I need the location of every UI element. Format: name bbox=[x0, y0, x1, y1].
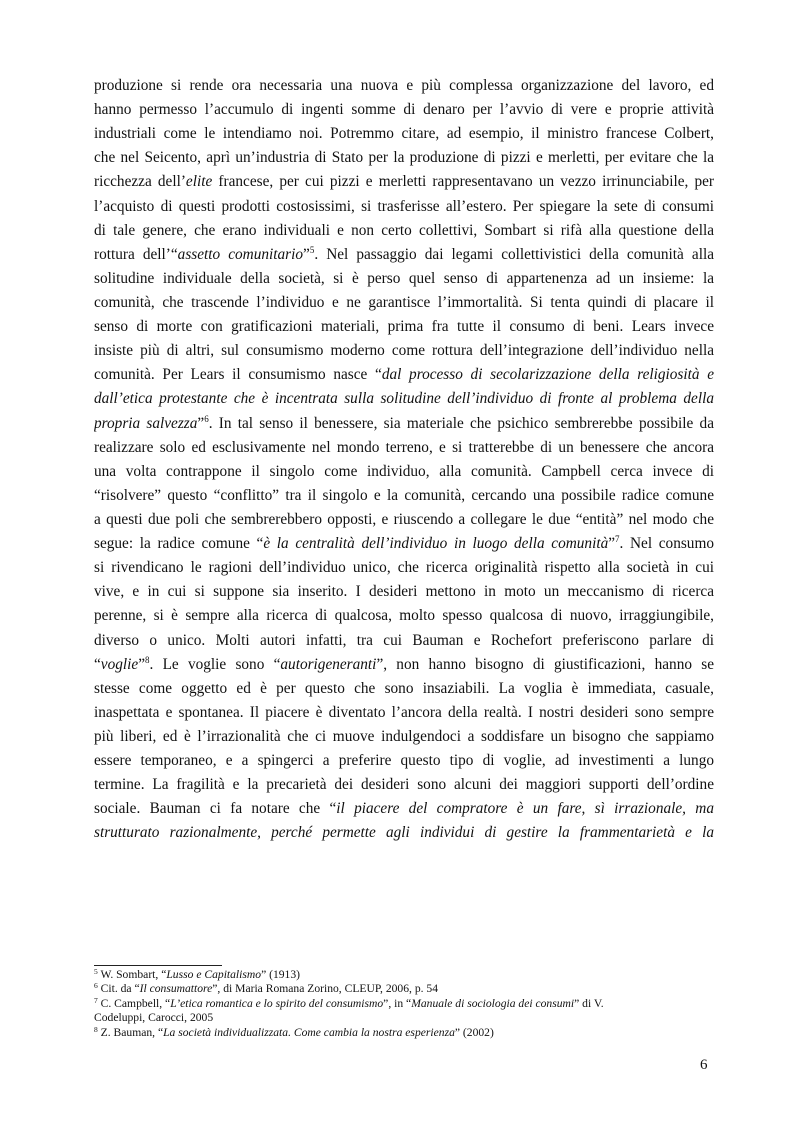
text-run: ” bbox=[138, 655, 145, 673]
footnotes bbox=[94, 968, 714, 1040]
footnote-line bbox=[94, 1026, 714, 1040]
text-run: produzione si rende ora necessaria una nuova e più complessa organizzazione del lavoro, ed bbox=[94, 77, 714, 94]
text-line bbox=[94, 532, 714, 556]
footnote-line bbox=[94, 1011, 714, 1025]
italic-run: Lusso e Capitalismo bbox=[166, 968, 262, 981]
text-line bbox=[94, 604, 714, 628]
italic-run: propria salvezza bbox=[94, 414, 198, 432]
italic-run: La società individualizzata. Come cambia la nostra esperienza bbox=[163, 1025, 455, 1039]
text-line bbox=[94, 460, 714, 484]
italic-run: autorigeneranti bbox=[280, 655, 377, 673]
text-run: sociale. Bauman ci fa notare che “ bbox=[94, 800, 337, 818]
text-run: . In tal senso il benessere, sia materiale che psichico sembrerebbe possibile da bbox=[208, 414, 714, 432]
footnote-marker: 7 bbox=[615, 534, 620, 545]
text-run: ricchezza dell’ bbox=[94, 173, 186, 191]
text-run: ” bbox=[303, 245, 310, 263]
text-run: ” bbox=[608, 535, 616, 553]
text-line bbox=[94, 267, 714, 291]
footnote-marker: 5 bbox=[309, 244, 315, 255]
text-line bbox=[94, 219, 714, 243]
text-line bbox=[94, 146, 714, 170]
italic-run: è la centralità dell’individuo in luogo della comunità bbox=[263, 535, 609, 553]
text-run: stesse come oggetto ed è per questo che sono insaziabili. La voglia è immediata, casuale, bbox=[94, 679, 714, 697]
text-run: segue: la radice comune “ bbox=[94, 535, 264, 553]
text-run: “risolvere” questo “conflitto” tra il singolo e la comunità, cercando una possibile radice comune bbox=[94, 486, 714, 504]
footnote-line bbox=[94, 997, 714, 1011]
footnote-marker: 6 bbox=[204, 413, 209, 424]
text-run: realizzare solo ed esclusivamente nel mondo terreno, e si tratterebbe di un benessere che ancora bbox=[94, 438, 714, 456]
text-run: “ bbox=[94, 655, 101, 673]
text-line bbox=[94, 98, 714, 122]
text-line bbox=[94, 773, 714, 797]
footnote-marker: 8 bbox=[94, 1024, 98, 1034]
text-run: di tale genere, che erano individuali e non certo collettivi, Sombart si rifà alla questione della bbox=[94, 221, 714, 239]
text-run: termine. La fragilità e la precarietà dei desideri sono alcuni dei maggiori supporti dell’ordine bbox=[94, 776, 714, 794]
text-line bbox=[94, 677, 714, 701]
text-line bbox=[94, 797, 714, 821]
text-run: C. Campbell, “ bbox=[97, 996, 171, 1010]
text-run: . Nel passaggio dai legami collettivistici della comunità alla bbox=[314, 245, 714, 263]
italic-run: voglie bbox=[100, 655, 139, 673]
footnote-separator bbox=[94, 965, 222, 966]
text-run: una volta contrappone il singolo come individuo, alla comunità. Campbell cerca invece di bbox=[94, 462, 714, 480]
text-line bbox=[94, 484, 714, 508]
text-line bbox=[94, 821, 714, 845]
text-line bbox=[94, 653, 714, 677]
text-line bbox=[94, 725, 714, 749]
text-line bbox=[94, 170, 714, 194]
italic-run: dall’etica protestante che è incentrata sulla solitudine dell’individuo di fronte al problema della bbox=[94, 390, 714, 408]
text-line bbox=[94, 74, 714, 98]
footnote-marker: 7 bbox=[94, 995, 98, 1005]
text-line bbox=[94, 315, 714, 339]
text-line bbox=[94, 412, 714, 436]
text-run: W. Sombart, “ bbox=[97, 968, 167, 981]
text-run: si rivendicano le ragioni dell’individuo unico, che ricerca originalità rispetto alla società in cui bbox=[94, 559, 714, 577]
text-run: ” (2002) bbox=[454, 1025, 494, 1039]
italic-run: Manuale di sociologia dei consumi bbox=[411, 996, 575, 1010]
text-run: ”, non hanno bisogno di giustificazioni, hanno se bbox=[376, 655, 714, 673]
text-run: a questi due poli che sembrerebbero opposti, e riuscendo a collegare le due “entità” nel modo che bbox=[94, 510, 714, 528]
text-line bbox=[94, 556, 714, 580]
footnote-line bbox=[94, 982, 714, 996]
page-number: 6 bbox=[700, 1057, 708, 1073]
italic-run: elite bbox=[185, 173, 213, 191]
text-run: rottura dell’“ bbox=[94, 245, 178, 263]
footnote-line bbox=[94, 968, 714, 982]
footnote-marker: 8 bbox=[144, 654, 150, 665]
text-line bbox=[94, 749, 714, 773]
italic-run: Il consumattore bbox=[139, 982, 213, 996]
text-run: ” di V. bbox=[574, 996, 604, 1010]
text-run: industriali come le intendiamo noi. Potremmo citare, ad esempio, il ministro francese Colbert, bbox=[94, 125, 714, 143]
italic-run: assetto comunitario bbox=[177, 245, 304, 263]
text-run: insiste più di altri, sul consumismo moderno come rottura dell’integrazione dell’individuo nella bbox=[94, 342, 714, 360]
text-run: vive, e in cui si suppone sia inserito. I desideri mettono in moto un meccanismo di ricerca bbox=[94, 583, 714, 601]
italic-run: il piacere del compratore è un fare, sì irrazionale, ma bbox=[336, 800, 714, 818]
text-run: essere temporaneo, e a spingerci a preferire questo tipo di voglie, ad investimenti a lungo bbox=[94, 752, 714, 770]
text-line bbox=[94, 629, 714, 653]
text-line bbox=[94, 339, 714, 363]
text-run: ” bbox=[197, 414, 205, 432]
italic-run: strutturato razionalmente, perché permette agli individui di gestire la frammentarietà e la bbox=[94, 824, 714, 842]
body-text bbox=[94, 74, 714, 846]
text-run: inaspettata e spontanea. Il piacere è diventato l’ancora della realtà. I nostri desideri sono sempre bbox=[94, 703, 714, 721]
text-line bbox=[94, 436, 714, 460]
text-run: ”, di Maria Romana Zorino, CLEUP, 2006, p. 54 bbox=[212, 982, 439, 996]
text-run: ” (1913) bbox=[261, 968, 301, 981]
text-run: diverso o unico. Molti autori infatti, tra cui Bauman e Rochefort preferiscono parlare di bbox=[94, 631, 714, 649]
footnote-marker: 6 bbox=[94, 981, 98, 991]
text-line bbox=[94, 291, 714, 315]
text-run: Cit. da “ bbox=[97, 982, 140, 996]
text-line bbox=[94, 387, 714, 411]
text-run: Z. Bauman, “ bbox=[97, 1025, 164, 1039]
text-line bbox=[94, 243, 714, 267]
italic-run: dal processo di secolarizzazione della religiosità e bbox=[381, 366, 714, 384]
text-run: l’acquisto di questi prodotti costosissimi, si trasferisse all’estero. Per spiegare la sete di consumi bbox=[94, 197, 714, 215]
text-run: hanno permesso l’accumulo di ingenti somme di denaro per l’avvio di vere e proprie attività bbox=[94, 101, 714, 119]
text-line bbox=[94, 508, 714, 532]
text-run: . Nel consumo bbox=[619, 535, 714, 553]
text-run: comunità, che trascende l’individuo e ne garantisce l’immortalità. Si tenta quindi di placare il bbox=[94, 293, 714, 311]
text-line bbox=[94, 701, 714, 725]
text-run: solitudine individuale della società, si è perso quel senso di appartenenza ad un insieme: la bbox=[94, 269, 714, 287]
footnote-marker: 5 bbox=[94, 967, 98, 976]
text-run: senso di morte con gratificazioni materiali, prima fra tutte il consumo di beni. Lears invece bbox=[94, 318, 714, 336]
text-run: che nel Seicento, aprì un’industria di Stato per la produzione di pizzi e merletti, per evitare che la bbox=[94, 149, 714, 167]
text-line bbox=[94, 122, 714, 146]
text-run: ”, in “ bbox=[383, 996, 412, 1010]
text-run: perenne, si è sempre alla ricerca di qualcosa, molto spesso qualcosa di nuovo, irraggiungibile, bbox=[94, 607, 714, 625]
text-line bbox=[94, 363, 714, 387]
text-run: francese, per cui pizzi e merletti rappresentavano un vezzo irrinunciabile, per bbox=[212, 173, 714, 191]
text-run: Codeluppi, Carocci, 2005 bbox=[94, 1011, 214, 1025]
text-line bbox=[94, 580, 714, 604]
text-run: comunità. Per Lears il consumismo nasce “ bbox=[94, 366, 382, 384]
text-run: . Le voglie sono “ bbox=[149, 655, 281, 673]
text-run: più liberi, ed è l’irrazionalità che ci muove indulgendoci a soddisfare un bisogno che sappiamo bbox=[94, 727, 714, 745]
italic-run: L’etica romantica e lo spirito del consumismo bbox=[170, 996, 384, 1010]
text-line bbox=[94, 195, 714, 219]
